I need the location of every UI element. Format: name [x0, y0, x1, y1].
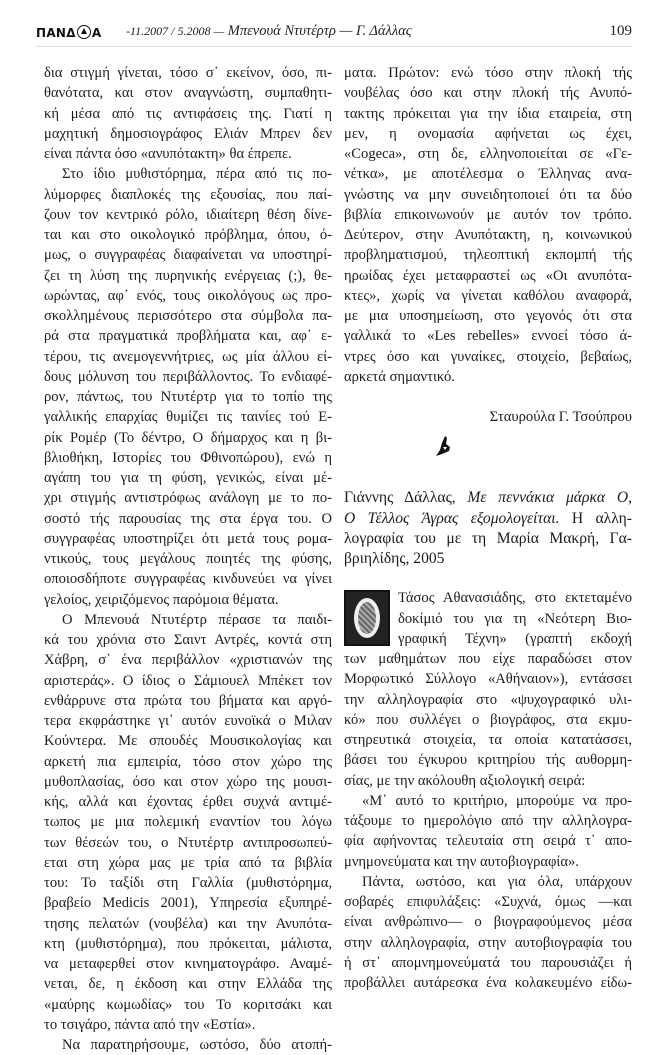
right-column — [344, 63, 632, 993]
text-line: αριστεράς». Ο ίδιος ο Σάμιουελ Μπέκετ τον — [44, 672, 332, 689]
text-line: γραφική Τέχνη» (γραπτή εκδοχή — [398, 630, 632, 647]
book-title-cont: Ο Τέλλος Άγρας εξομολογείται. — [344, 509, 560, 527]
text-line: ενθάρρυνε στα πρώτα του βήματα και αργό- — [44, 692, 332, 709]
book-author: Γιάννης Δάλλας, — [344, 489, 456, 507]
ornamental-drop-cap — [344, 590, 390, 646]
book-bibliography — [344, 487, 632, 568]
text-line: είναι πάντα όσο «ανυπότακτη» θα έπρεπε. — [44, 146, 292, 162]
text-line: λύμορφες διαπλοκές της εξουσίας, που παί- — [44, 186, 332, 203]
issue-dates: -11.2007 / 5.2008 — — [126, 24, 225, 38]
article-title: Μπενουά Ντυτέρτρ — Γ. Δάλλας — [227, 23, 412, 39]
text-line: των μαθημάτων που είχε παραδώσει στον — [344, 651, 632, 667]
text-line: σίας, με την ακόλουθη αξιολογική σειρά: — [344, 772, 586, 789]
text-line: κτη (μυθιστόρημα), που πρόκειται, μάλιστα, — [44, 935, 332, 952]
text-line: φία αφήνοντας τελευταία στη σειρά τ᾽ απο- — [344, 833, 632, 850]
text-line: ζει τη λύση της πυρηνικής ενέργειας (;), θε- — [44, 267, 332, 284]
text-line: των θέσεών του, ο Ντυτέρτρ αντιπροσωπεύ- — [44, 834, 332, 851]
text-line: νεται, δε, η έκδοση και στην Ελλάδα της — [44, 976, 332, 993]
text-line: γαλλικής επαρχίας θυμίζει τις ταινίες τού Ε- — [44, 409, 332, 426]
reviewer-signature: Σταυρούλα Γ. Τσούπρου — [489, 409, 632, 425]
text-line: δους μόλυνση του περιβάλλοντος. Το ενδιαφέ- — [44, 368, 332, 385]
text-line: να μεταφερθεί στον κινηματογράφο. Αναμέ- — [44, 956, 332, 972]
text-line: με μια υποσημείωση, στο γεγονός ότι στα — [344, 308, 632, 324]
text-line: ρά στα πραγματικά προβλήματα και, αφ᾽ ε- — [44, 328, 332, 345]
bibliography-line — [344, 487, 632, 507]
text-line: κή μέσα από τις αντιφάσεις της. Γιατί η — [44, 105, 332, 122]
text-line: Τάσος Αθανασιάδης, στο εκτεταμένο — [398, 590, 632, 607]
text-line: μυθοπλασίας, όσο και στον χώρο της μουσι- — [44, 773, 332, 790]
running-title — [126, 23, 412, 40]
text-line: στην αλληλογραφία, στην αυτοβιογραφία του — [344, 934, 632, 951]
text-line: ται και στο οικολογικό πρόβλημα, όπου, ό- — [44, 227, 332, 243]
bibliography-line: λογραφία του με τη Μαρία Μακρή, Γα- — [344, 529, 632, 547]
page-number: 109 — [609, 23, 632, 39]
text-line: δια στιγμή γίνεται, τόσο σ᾽ εκείνον, όσο, πι- — [44, 65, 332, 81]
text-line: εται στη χώρα μας με τρία από τα βιβλία — [44, 854, 332, 871]
journal-logo — [36, 25, 101, 40]
text-line: βιβλία επικοινωνούν με αυτόν τον τρόπο. — [344, 206, 632, 223]
text-line: Κούντερα. Με σπουδές Μουσικολογίας και — [44, 733, 332, 750]
text-line: ματα. Πρώτον: ενώ τόσο στην πλοκή τής — [344, 65, 632, 81]
text-line: γνώστης να μην συνειδητοποιεί ότι τα δύο — [344, 186, 632, 203]
text-line: αρκετή πια εμπειρία, τόσο στον χώρο της — [44, 753, 332, 770]
text-line: Να παρατηρήσουμε, ωστόσο, δύο ατοπή- — [62, 1037, 332, 1053]
text-line: Ο Μπενουά Ντυτέρτρ πέρασε τα παιδι- — [62, 611, 332, 628]
text-line: Πάντα, ωστόσο, και για όλα, υπάρχουν — [362, 873, 632, 890]
text-line: «μαύρης κωμωδίας» του Το κοριτσάκι και — [44, 996, 332, 1013]
text-line: σκολλημένους περισσότερο στα σύμβολα πα- — [44, 308, 332, 324]
text-line: τησης πελατών (νουβέλα) και την Ανυπότα- — [44, 915, 332, 932]
text-line: αγάπη του για τη φύση, γενικώς, είναι μέ- — [44, 470, 332, 486]
book-title: Με πεννάκια μάρκα Ο, — [467, 489, 632, 507]
text-line: βραβείο Medicis 2001), Υπηρεσία εξυπηρέ- — [44, 895, 332, 912]
text-line: μνημονεύματα και την αυτοβιογραφία». — [344, 853, 579, 870]
text-line: την αλληλογραφία στο «ψυχογραφικό υλι- — [344, 691, 632, 708]
text-line: ντρες όσο και γυναίκες, στοιχείο, βεβαίως, — [344, 348, 632, 365]
text-line: βάσει του έγκυρου κριτηρίου τής αυθορμη- — [344, 752, 632, 769]
text-line: νουβέλας όσο και στην πλοκή τής Ανυπό- — [344, 85, 632, 102]
text-line: κά του χρόνια στο Σαιντ Αντρές, κοντά στη — [44, 632, 332, 648]
text-line: «Cogeca», στη δε, ελληνοποιείται σε «Γε- — [344, 146, 632, 162]
text-line: προβληματισμού, τηλεοπτική εκπομπή τής — [344, 247, 632, 264]
pandora-butterfly-ornament-icon — [434, 435, 454, 457]
review-continuation — [344, 63, 632, 387]
text-line: αρκετά σημαντικό. — [344, 368, 455, 385]
text-line: ζουν τον κεντρικό ρόλο, ιδιαίτερη θέση δίνε- — [44, 206, 332, 223]
text-line: βλιοθήκη, Ιστορίες του Φθινοπώρου), ενώ η — [44, 449, 332, 466]
text-line: «Μ᾽ αυτό το κριτήριο, μπορούμε να προ- — [362, 792, 632, 809]
text-line: στηρευτικά στοιχεία, τα οποία κατατάσσει, — [344, 732, 632, 748]
text-line: τακτης πρόκειται για την ίδια εταιρεία, στη — [344, 105, 632, 122]
text-line: το τσιγάρο, πάντα από την «Εστία». — [44, 1016, 256, 1033]
text-line: σοβαρές επιφυλάξεις: «Συχνά, όμως —και — [344, 894, 632, 910]
book-subtitle: Η αλλη- — [571, 509, 632, 527]
text-line: ρον, πάντως, του Ντυτέρτρ για το τοπίο της — [44, 389, 332, 405]
text-line: οποιοσδήποτε συγγραφέας κινδυνεύει να γίνει — [44, 571, 332, 588]
header-rule — [36, 46, 632, 47]
text-line: κής, αλλά και έχοντας έρθει συχνά αντιμέ- — [44, 794, 332, 810]
text-line: Δεύτερον, στην Ανυπότακτη, η, κοινωνικού — [344, 227, 632, 243]
pandora-logo-icon — [77, 25, 91, 39]
journal-logo-text-right: Α — [91, 26, 102, 40]
text-line: κό» που συλλέγει ο βιογράφος, στα εκμυ- — [344, 711, 632, 728]
text-line: Στο ίδιο μυθιστόρημα, πέρα από τις πο- — [62, 166, 332, 183]
drop-cap-ornament-icon — [354, 598, 380, 638]
text-line: Μορφωτικό Σύλλογο «Αθήναιον»), εντάσσει — [344, 671, 632, 688]
text-line: ντικούς, τους μεγάλους ποιητές της φύσης, — [44, 551, 332, 567]
text-line: τάξουμε το ημερολόγιο από την αλληλογρα- — [344, 813, 632, 829]
text-line: ή στ᾽ απομνημονεύματά του παρουσιάζει ή — [344, 954, 632, 971]
text-line: είναι ανθρώπινο— ο βιογραφούμενος μέσα — [344, 914, 632, 931]
text-line: μως, ο συγγραφέας διαφαίνεται να υποστηρί- — [44, 247, 332, 264]
running-header — [36, 22, 632, 44]
text-line: προβάλλει αυτάρεσκα ένα κολακευμένο είδω- — [344, 975, 632, 991]
text-line: γαλλικά το «Les rebelles» εννοεί τόσο ά- — [344, 328, 632, 345]
text-line: γελοίος, χειριζόμενος παρόμοια θέματα. — [44, 591, 279, 608]
text-line: νέτκα», με αποτέλεσμα ο Έλληνας ανα- — [344, 166, 632, 183]
text-line: τερα εκφράστηκε γι᾽ αυτόν ευνοϊκά ο Μιλαν — [44, 713, 332, 729]
text-line: ηρωίδας έχει μεταφραστεί ως «Οι ανυπότα- — [344, 267, 632, 284]
left-column — [44, 63, 332, 1055]
text-line: τέρου, τις ανεμογεννήτριες, ως μία άλλου εί- — [44, 348, 332, 365]
text-line: Χάβρη, σ᾽ ένα περιβάλλον «χριστιανών της — [44, 652, 332, 669]
journal-logo-text-left: ΠΑΝΔ — [36, 26, 76, 40]
text-line: θανότατα, και στον αναγνώστη, συμπαθητι- — [44, 85, 332, 102]
text-line: ρίκ Ρομέρ (Το δέντρο, Ο δήμαρχος και η βι- — [44, 429, 332, 446]
text-line: του: Το ταξίδι στη Γαλλία (μυθιστόρημα, — [44, 875, 332, 891]
text-line: δοκίμιό του για τη «Νεότερη Βιο- — [398, 610, 632, 627]
text-line: συγγραφέας υποστηρίζει ότι μετά τους ρομα- — [44, 530, 332, 547]
bibliography-line — [344, 508, 632, 528]
text-line: τωπος με μια πολεμική εναντίον του λόγω — [44, 814, 332, 831]
text-line: μαχητική δημοσιογράφος Ελιάν Μπρεν δεν — [44, 125, 332, 142]
section-ornament — [344, 427, 632, 487]
text-line: χρι στιγμής αντιστρόφως ανάλογη με το πο- — [44, 490, 332, 507]
text-line: σοστό τής παρουσίας της στα έργα του. Ο — [44, 510, 332, 527]
second-review — [344, 588, 632, 993]
text-line: ωρώντας, αφ᾽ ενός, τους οικολόγους ως προ- — [44, 287, 332, 304]
text-line: μεν, η ονομασία αφήνεται ως έχει, — [344, 125, 632, 142]
text-line: κτες», χωρίς να γίνεται καθόλου αναφορά, — [344, 287, 632, 304]
bibliography-line: βριηλίδης, 2005 — [344, 550, 445, 567]
